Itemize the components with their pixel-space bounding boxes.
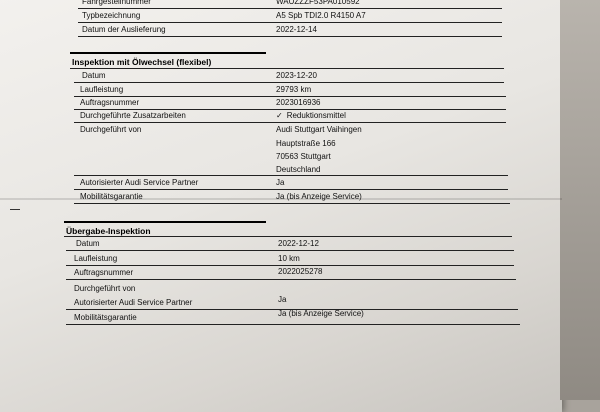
oil-row-label: Laufleistung <box>80 85 124 94</box>
vehicle-row-value: A5 Spb TDI2.0 R4150 A7 <box>276 11 366 20</box>
row-divider <box>74 175 508 176</box>
row-divider <box>78 8 502 9</box>
oil-row-value: Ja <box>276 178 285 187</box>
background-sheet <box>560 0 600 400</box>
dealer-street: Hauptstraße 166 <box>276 139 336 148</box>
row-divider <box>74 122 506 123</box>
row-divider <box>66 250 514 251</box>
section-title-bar <box>70 52 266 54</box>
section-title-oil: Inspektion mit Ölwechsel (flexibel) <box>72 57 212 67</box>
handover-row-value: 2022025278 <box>278 267 323 276</box>
row-divider <box>78 36 502 37</box>
dealer-city: 70563 Stuttgart <box>276 152 331 161</box>
oil-row-label: Auftragsnummer <box>80 98 140 107</box>
vehicle-row-value: WAUZZZF53PA010592 <box>276 0 360 6</box>
row-divider <box>66 265 514 266</box>
handover-row-label: Datum <box>76 239 100 248</box>
handover-row-label: Mobilitätsgarantie <box>74 313 137 322</box>
handover-row-value: Ja (bis Anzeige Service) <box>278 309 364 318</box>
oil-row-label: Durchgeführt von <box>80 125 142 134</box>
oil-extra-work-value: Reduktionsmittel <box>286 111 346 120</box>
handover-row-label: Autorisierter Audi Service Partner <box>74 298 193 307</box>
row-divider <box>66 279 516 280</box>
row-divider <box>74 82 504 83</box>
oil-row-value: 29793 km <box>276 85 312 94</box>
vehicle-row-label: Fahrgestellnummer <box>82 0 151 6</box>
row-divider <box>74 109 506 110</box>
handover-row-label: Auftragsnummer <box>74 268 134 277</box>
dealer-name: Audi Stuttgart Vaihingen <box>276 125 362 134</box>
vehicle-row-value: 2022-12-14 <box>276 25 317 34</box>
oil-row-value: 2023016936 <box>276 98 321 107</box>
row-divider <box>64 236 512 237</box>
handover-row-value: 2022-12-12 <box>278 239 319 248</box>
row-divider <box>74 203 510 204</box>
handover-row-label: Laufleistung <box>74 254 118 263</box>
row-divider <box>78 22 502 23</box>
row-divider <box>74 96 506 97</box>
handover-row-value: Ja <box>278 295 287 304</box>
oil-row-label: Mobilitätsgarantie <box>80 192 143 201</box>
vehicle-row-label: Typbezeichnung <box>82 11 141 20</box>
oil-row-label: Durchgeführte Zusatzarbeiten <box>80 111 186 120</box>
oil-row-value <box>276 111 346 120</box>
handover-row-label: Durchgeführt von <box>74 284 136 293</box>
oil-row-label: Datum <box>82 71 106 80</box>
checkmark-icon: ✓ <box>276 111 283 120</box>
oil-row-value: 2023-12-20 <box>276 71 317 80</box>
row-divider <box>70 68 504 69</box>
section-title-handover: Übergabe-Inspektion <box>66 226 151 236</box>
oil-row-value: Ja (bis Anzeige Service) <box>276 192 362 201</box>
vehicle-row-label: Datum der Auslieferung <box>82 25 166 34</box>
handover-row-value: 10 km <box>278 254 300 263</box>
dealer-country: Deutschland <box>276 165 321 174</box>
row-divider <box>74 189 508 190</box>
row-divider <box>66 324 520 325</box>
oil-row-label: Autorisierter Audi Service Partner <box>80 178 199 187</box>
margin-mark <box>10 209 20 210</box>
section-title-bar <box>64 221 266 223</box>
